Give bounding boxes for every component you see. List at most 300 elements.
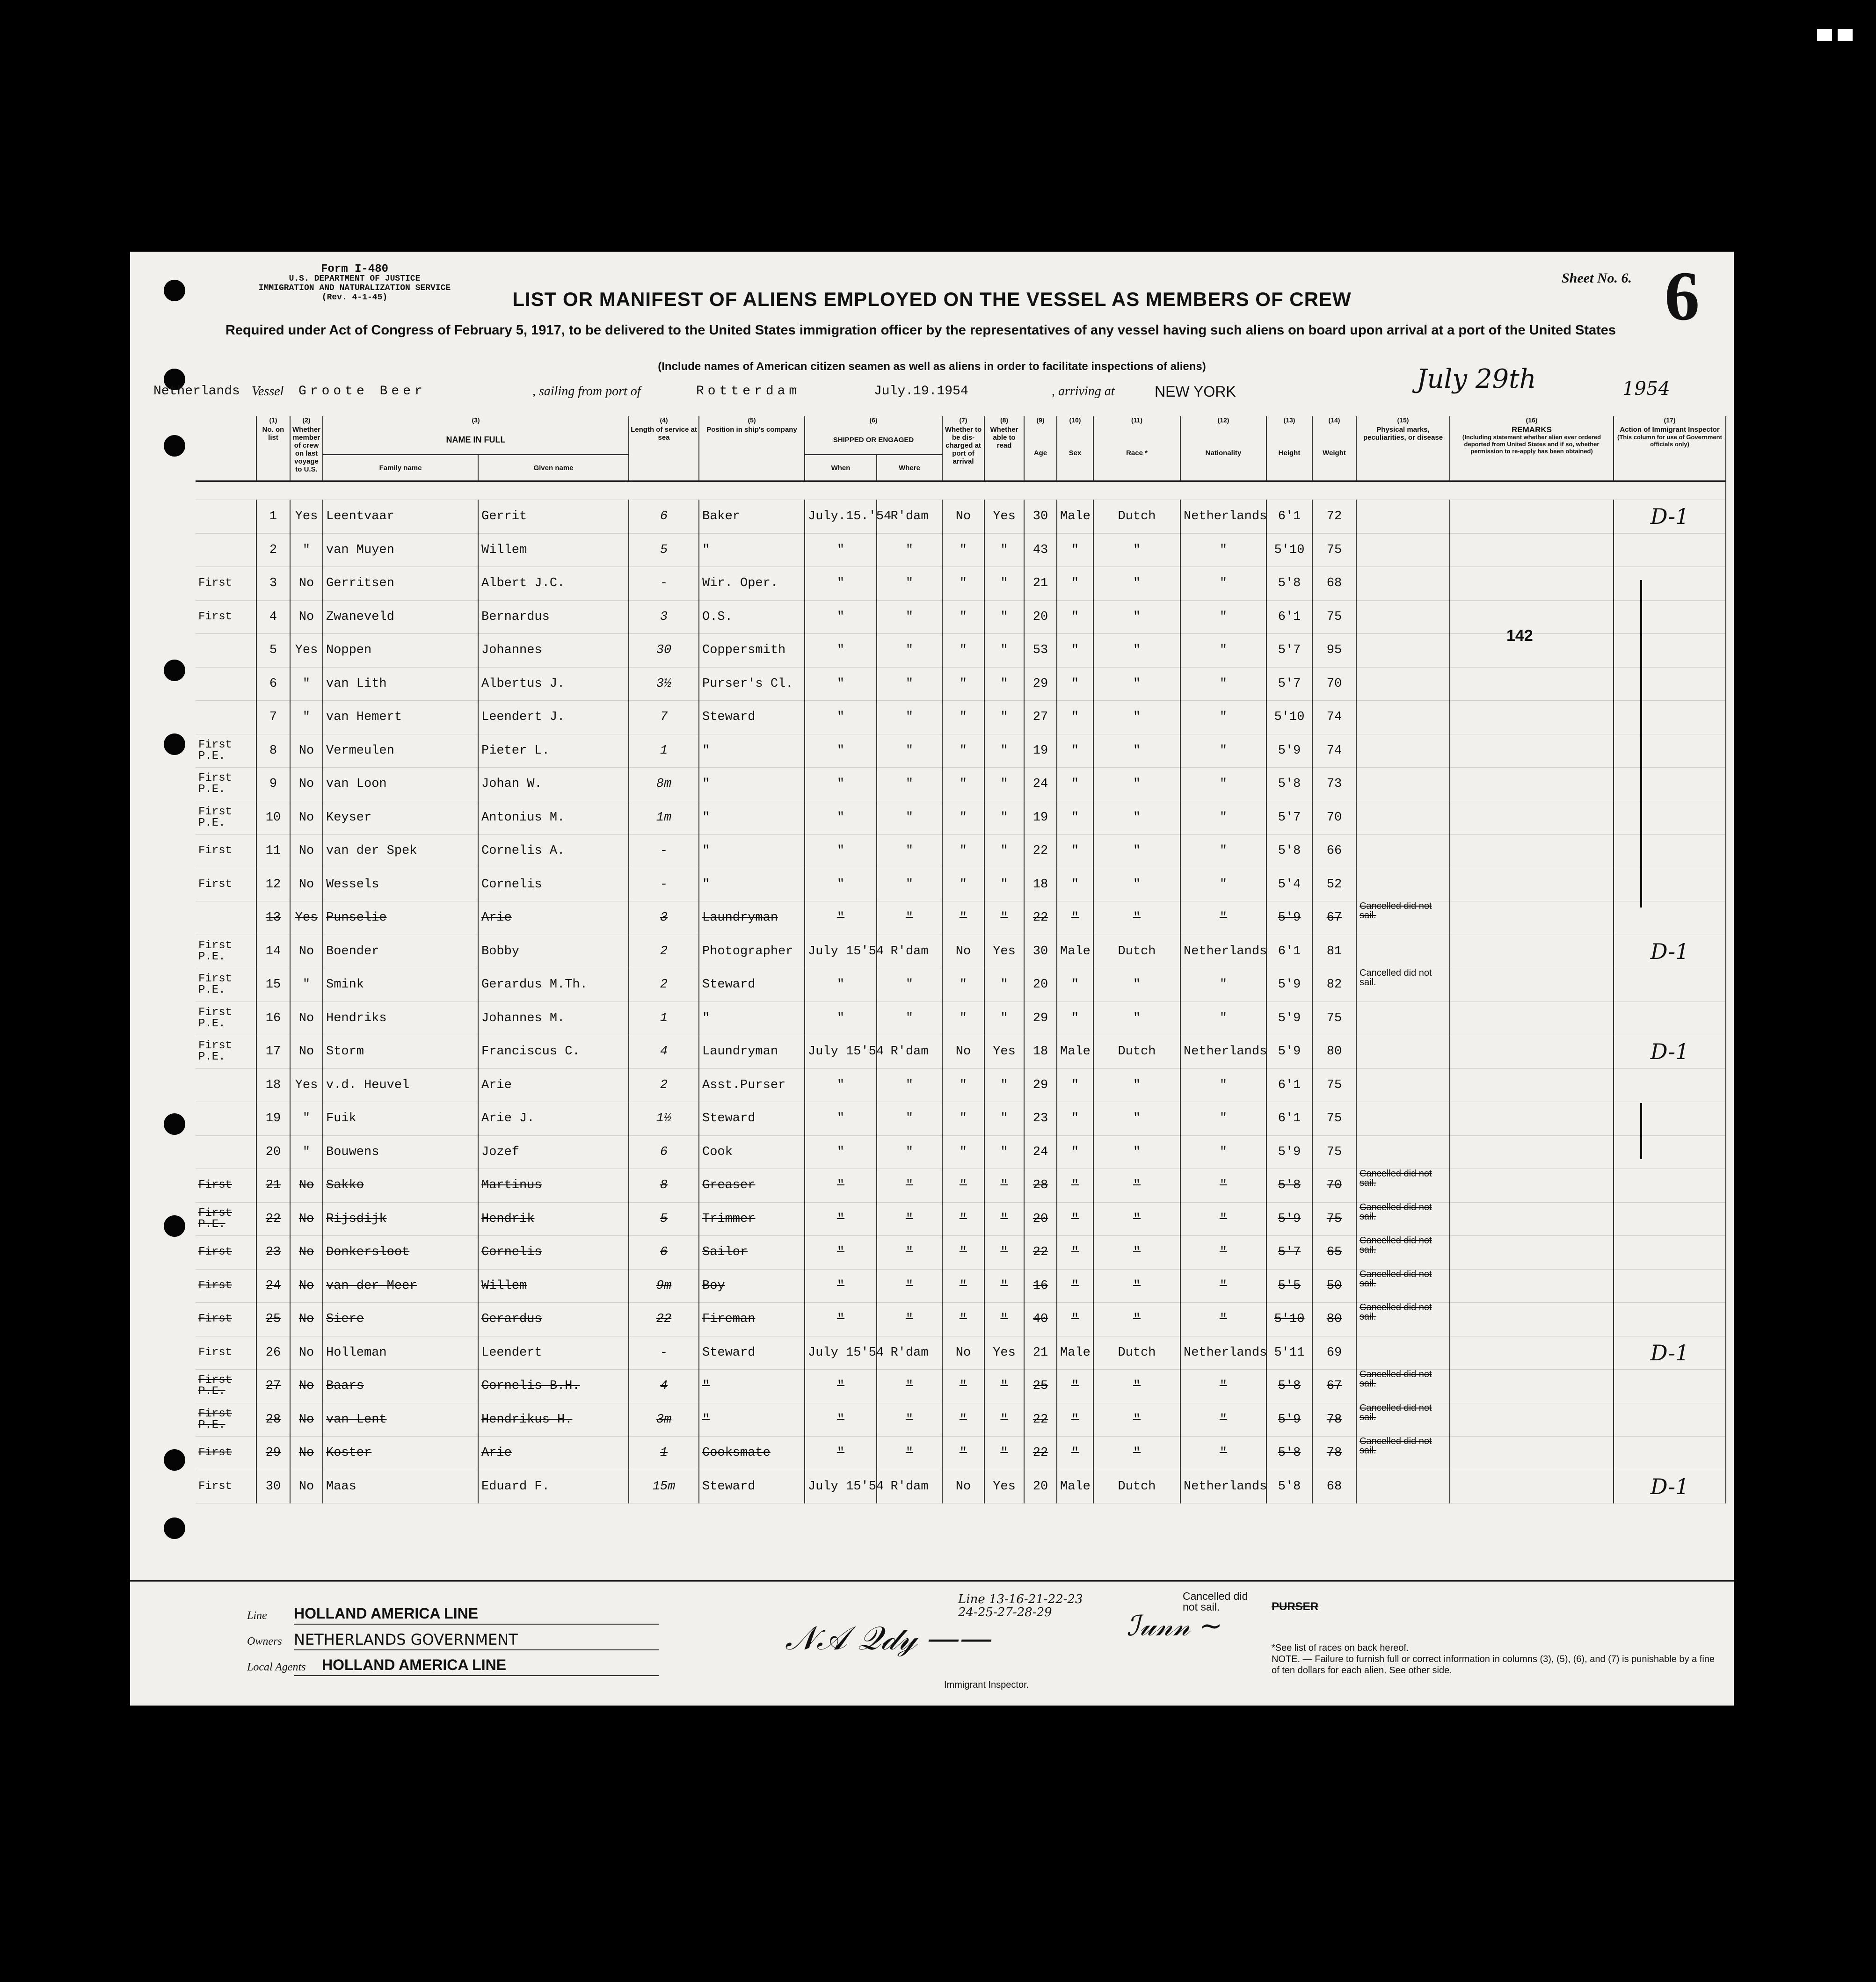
given-name: Gerrit	[478, 500, 629, 534]
shipped-where: "	[877, 801, 942, 835]
table-row	[196, 634, 1726, 668]
left-margin-note: First	[196, 1236, 256, 1270]
left-margin-note	[196, 1068, 256, 1102]
table-row	[196, 1035, 1726, 1069]
given-name: Johan W.	[478, 768, 629, 801]
discharged: "	[942, 1269, 984, 1303]
underline	[294, 1624, 659, 1625]
age: 21	[1024, 567, 1057, 601]
family-name: Noppen	[323, 634, 478, 668]
list-number: 26	[256, 1336, 290, 1370]
height: 5'7	[1266, 634, 1312, 668]
remarks-cell	[1450, 1370, 1614, 1403]
col-num: (4)	[629, 416, 699, 426]
family-name: Koster	[323, 1437, 478, 1470]
sex: "	[1057, 1403, 1093, 1437]
shipped-where: "	[877, 1303, 942, 1336]
weight: 70	[1312, 801, 1356, 835]
race: "	[1093, 1236, 1180, 1270]
position: "	[699, 1403, 805, 1437]
header-race: Race *	[1093, 426, 1180, 481]
sex: "	[1057, 634, 1093, 668]
col-num: (12)	[1180, 416, 1266, 426]
position: Steward	[699, 1470, 805, 1503]
shipped-where: R'dam	[877, 1336, 942, 1370]
age: 22	[1024, 901, 1057, 935]
arriving-label: , arriving at	[1052, 384, 1115, 399]
shipped-when: "	[805, 901, 877, 935]
shipped-when: "	[805, 1102, 877, 1136]
sex: Male	[1057, 935, 1093, 968]
inspector-action	[1614, 1002, 1726, 1035]
shipped-when: "	[805, 835, 877, 868]
member-last-voyage: "	[290, 701, 323, 734]
weight: 95	[1312, 634, 1356, 668]
nationality: Netherlands	[1180, 1336, 1266, 1370]
age: 24	[1024, 768, 1057, 801]
discharged: "	[942, 567, 984, 601]
given-name: Gerardus M.Th.	[478, 968, 629, 1002]
position: Laundryman	[699, 901, 805, 935]
footer-owners	[247, 1631, 518, 1648]
sex: "	[1057, 600, 1093, 634]
discharged: "	[942, 667, 984, 701]
remarks-cell	[1450, 1002, 1614, 1035]
able-to-read: Yes	[984, 1470, 1024, 1503]
family-name: Hendriks	[323, 1002, 478, 1035]
discharged: "	[942, 1169, 984, 1203]
shipped-where: R'dam	[877, 500, 942, 534]
shipped-when: "	[805, 1068, 877, 1102]
nationality: "	[1180, 1437, 1266, 1470]
header-weight: Weight	[1312, 426, 1356, 481]
weight: 78	[1312, 1403, 1356, 1437]
physical-marks: Cancelled did not sail.	[1356, 1437, 1450, 1470]
length-of-service: 3½	[629, 667, 699, 701]
shipped-when: "	[805, 634, 877, 668]
physical-marks: Cancelled did not sail.	[1356, 968, 1450, 1002]
remarks-cell	[1450, 1035, 1614, 1069]
member-last-voyage: Yes	[290, 901, 323, 935]
inspector-action: D-1	[1614, 935, 1726, 968]
height: 5'7	[1266, 801, 1312, 835]
remarks-cell	[1450, 1303, 1614, 1336]
member-last-voyage: "	[290, 1102, 323, 1136]
given-name: Arie J.	[478, 1102, 629, 1136]
family-name: Donkersloot	[323, 1236, 478, 1270]
able-to-read: "	[984, 968, 1024, 1002]
punch-hole	[164, 1449, 185, 1471]
shipped-when: "	[805, 768, 877, 801]
inspector-action	[1614, 868, 1726, 901]
able-to-read: "	[984, 734, 1024, 768]
position: Steward	[699, 968, 805, 1002]
family-name: Zwaneveld	[323, 600, 478, 634]
nationality: "	[1180, 1202, 1266, 1236]
races-note: *See list of races on back hereof.	[1272, 1643, 1409, 1653]
position: Cooksmate	[699, 1437, 805, 1470]
shipped-where: "	[877, 1135, 942, 1169]
remarks-cell	[1450, 734, 1614, 768]
form-rev: (Rev. 4-1-45)	[321, 293, 388, 302]
table-row	[196, 1403, 1726, 1437]
arrival-date: July 29th	[1417, 364, 1536, 394]
member-last-voyage: No	[290, 1169, 323, 1203]
length-of-service: 30	[629, 634, 699, 668]
given-name: Willem	[478, 1269, 629, 1303]
length-of-service: 4	[629, 1370, 699, 1403]
left-margin-note: First	[196, 600, 256, 634]
remarks-cell	[1450, 1437, 1614, 1470]
list-number: 17	[256, 1035, 290, 1069]
length-of-service: 8	[629, 1169, 699, 1203]
member-last-voyage: No	[290, 1370, 323, 1403]
length-of-service: 6	[629, 1135, 699, 1169]
physical-marks: Cancelled did not sail.	[1356, 901, 1450, 935]
footer-line-label: Line	[247, 1610, 267, 1622]
sex: "	[1057, 968, 1093, 1002]
weight: 67	[1312, 1370, 1356, 1403]
sex: "	[1057, 567, 1093, 601]
length-of-service: 3m	[629, 1403, 699, 1437]
discharged: No	[942, 1470, 984, 1503]
list-number: 11	[256, 835, 290, 868]
nationality: "	[1180, 801, 1266, 835]
nationality: "	[1180, 901, 1266, 935]
header-length-of-service: Length of service at sea	[629, 426, 699, 481]
able-to-read: Yes	[984, 935, 1024, 968]
able-to-read: "	[984, 533, 1024, 567]
length-of-service: 1m	[629, 801, 699, 835]
race: "	[1093, 600, 1180, 634]
list-number: 8	[256, 734, 290, 768]
header-remarks-sub: (Including statement whether alien ever ordered deported from United States and if so, whether permission to re-apply has been obtained)	[1462, 434, 1601, 455]
member-last-voyage: Yes	[290, 634, 323, 668]
header-action-sub: (This column for use of Government officials only)	[1617, 434, 1722, 448]
sex: "	[1057, 1437, 1093, 1470]
list-number: 1	[256, 500, 290, 534]
col-num: (11)	[1093, 416, 1180, 426]
footer-line	[247, 1605, 479, 1622]
position: Fireman	[699, 1303, 805, 1336]
shipped-where: "	[877, 1102, 942, 1136]
list-number: 27	[256, 1370, 290, 1403]
shipped-where: R'dam	[877, 1470, 942, 1503]
race: "	[1093, 1437, 1180, 1470]
member-last-voyage: No	[290, 1470, 323, 1503]
left-margin-note: First	[196, 1437, 256, 1470]
shipped-when: "	[805, 968, 877, 1002]
length-of-service: 3	[629, 600, 699, 634]
sex: "	[1057, 667, 1093, 701]
remarks-cell	[1450, 500, 1614, 534]
position: "	[699, 1370, 805, 1403]
header-where: Where	[877, 455, 942, 481]
race: Dutch	[1093, 500, 1180, 534]
race: "	[1093, 1303, 1180, 1336]
physical-marks	[1356, 1135, 1450, 1169]
position: Sailor	[699, 1236, 805, 1270]
sex: "	[1057, 868, 1093, 901]
arrival-port: NEW YORK	[1155, 383, 1236, 400]
race: "	[1093, 1202, 1180, 1236]
member-last-voyage: "	[290, 533, 323, 567]
weight: 70	[1312, 1169, 1356, 1203]
inspector-action	[1614, 968, 1726, 1002]
remarks-cell	[1450, 835, 1614, 868]
able-to-read: "	[984, 1370, 1024, 1403]
discharged: No	[942, 1035, 984, 1069]
able-to-read: Yes	[984, 1035, 1024, 1069]
weight: 75	[1312, 600, 1356, 634]
physical-marks	[1356, 1336, 1450, 1370]
length-of-service: 15m	[629, 1470, 699, 1503]
age: 30	[1024, 500, 1057, 534]
header-nationality: Nationality	[1180, 426, 1266, 481]
family-name: v.d. Heuvel	[323, 1068, 478, 1102]
age: 18	[1024, 1035, 1057, 1069]
nationality: "	[1180, 1303, 1266, 1336]
table-row	[196, 567, 1726, 601]
nationality: "	[1180, 1269, 1266, 1303]
left-margin-note: First	[196, 835, 256, 868]
remarks-cell	[1450, 901, 1614, 935]
inspector-action	[1614, 567, 1726, 601]
shipped-when: July 15'54	[805, 1035, 877, 1069]
list-number: 3	[256, 567, 290, 601]
given-name: Willem	[478, 533, 629, 567]
col-num: (17)	[1614, 416, 1726, 426]
height: 5'7	[1266, 1236, 1312, 1270]
list-number: 22	[256, 1202, 290, 1236]
weight: 82	[1312, 968, 1356, 1002]
age: 30	[1024, 935, 1057, 968]
list-number: 12	[256, 868, 290, 901]
family-name: van Loon	[323, 768, 478, 801]
remarks-cell	[1450, 801, 1614, 835]
length-of-service: 4	[629, 1035, 699, 1069]
footer-notes	[1272, 1642, 1721, 1676]
footer-agents	[247, 1656, 507, 1674]
length-of-service: 22	[629, 1303, 699, 1336]
left-margin-note: First P.E.	[196, 768, 256, 801]
height: 5'8	[1266, 835, 1312, 868]
given-name: Leendert	[478, 1336, 629, 1370]
physical-marks: Cancelled did not sail.	[1356, 1303, 1450, 1336]
list-number: 18	[256, 1068, 290, 1102]
weight: 68	[1312, 1470, 1356, 1503]
list-number: 2	[256, 533, 290, 567]
inspector-signature-icon: 𝒩𝒜 𝒬𝒹𝓎 ——	[785, 1619, 993, 1657]
height: 5'9	[1266, 1135, 1312, 1169]
weight: 50	[1312, 1269, 1356, 1303]
race: Dutch	[1093, 1336, 1180, 1370]
table-row	[196, 835, 1726, 868]
discharged: "	[942, 1002, 984, 1035]
remarks-cell	[1450, 768, 1614, 801]
able-to-read: "	[984, 901, 1024, 935]
age: 20	[1024, 600, 1057, 634]
remarks-cell	[1450, 1336, 1614, 1370]
shipped-where: "	[877, 901, 942, 935]
inspector-label: Immigrant Inspector.	[944, 1680, 1029, 1690]
position: Photographer	[699, 935, 805, 968]
position: "	[699, 1002, 805, 1035]
col-num: (14)	[1312, 416, 1356, 426]
race: Dutch	[1093, 1470, 1180, 1503]
race: "	[1093, 533, 1180, 567]
member-last-voyage: "	[290, 1135, 323, 1169]
given-name: Arie	[478, 901, 629, 935]
remarks-cell	[1450, 701, 1614, 734]
physical-marks: Cancelled did not sail.	[1356, 1403, 1450, 1437]
physical-marks: Cancelled did not sail.	[1356, 1169, 1450, 1203]
col-num: (2)	[290, 416, 323, 426]
remarks-cell	[1450, 1403, 1614, 1437]
able-to-read: "	[984, 1002, 1024, 1035]
able-to-read: "	[984, 1068, 1024, 1102]
arrival-year: 1954	[1622, 378, 1670, 399]
table-row	[196, 667, 1726, 701]
shipped-where: "	[877, 634, 942, 668]
left-margin-note: First	[196, 1470, 256, 1503]
sex: "	[1057, 1135, 1093, 1169]
shipped-where: "	[877, 667, 942, 701]
shipped-where: "	[877, 1068, 942, 1102]
manifest-page	[130, 252, 1734, 1706]
inspector-action	[1614, 1102, 1726, 1136]
weight: 65	[1312, 1236, 1356, 1270]
position: Greaser	[699, 1169, 805, 1203]
shipped-when: July 15'54	[805, 935, 877, 968]
age: 29	[1024, 1068, 1057, 1102]
height: 6'1	[1266, 500, 1312, 534]
sex: "	[1057, 1202, 1093, 1236]
weight: 70	[1312, 667, 1356, 701]
length-of-service: 8m	[629, 768, 699, 801]
able-to-read: Yes	[984, 1336, 1024, 1370]
footer-owners-label: Owners	[247, 1635, 282, 1648]
table-row	[196, 600, 1726, 634]
position: Coppersmith	[699, 634, 805, 668]
given-name: Gerardus	[478, 1303, 629, 1336]
family-name: Smink	[323, 968, 478, 1002]
given-name: Franciscus C.	[478, 1035, 629, 1069]
left-margin-note: First P.E.	[196, 1002, 256, 1035]
height: 5'4	[1266, 868, 1312, 901]
inspector-action	[1614, 1202, 1726, 1236]
list-number: 23	[256, 1236, 290, 1270]
header-family-name: Family name	[323, 455, 478, 481]
inspector-action	[1614, 533, 1726, 567]
list-number: 14	[256, 935, 290, 968]
height: 5'10	[1266, 1303, 1312, 1336]
member-last-voyage: No	[290, 835, 323, 868]
height: 5'10	[1266, 533, 1312, 567]
nationality: "	[1180, 533, 1266, 567]
shipped-when: "	[805, 533, 877, 567]
shipped-where: "	[877, 600, 942, 634]
given-name: Bernardus	[478, 600, 629, 634]
member-last-voyage: No	[290, 1035, 323, 1069]
race: "	[1093, 901, 1180, 935]
inspector-action	[1614, 768, 1726, 801]
list-number: 20	[256, 1135, 290, 1169]
given-name: Leendert J.	[478, 701, 629, 734]
inspector-action	[1614, 701, 1726, 734]
header-remarks-title: REMARKS	[1512, 425, 1552, 434]
race: "	[1093, 634, 1180, 668]
remarks-cell	[1450, 667, 1614, 701]
form-service: IMMIGRATION AND NATURALIZATION SERVICE	[258, 283, 451, 293]
able-to-read: "	[984, 801, 1024, 835]
member-last-voyage: "	[290, 667, 323, 701]
discharged: "	[942, 901, 984, 935]
length-of-service: 1	[629, 1002, 699, 1035]
punch-hole	[164, 1215, 185, 1237]
race: "	[1093, 1068, 1180, 1102]
inspector-action	[1614, 667, 1726, 701]
shipped-when: "	[805, 1169, 877, 1203]
length-of-service: -	[629, 868, 699, 901]
col-num: (3)	[323, 416, 629, 426]
nationality: "	[1180, 1068, 1266, 1102]
punch-hole	[164, 733, 185, 755]
position: "	[699, 734, 805, 768]
member-last-voyage: "	[290, 968, 323, 1002]
table-row	[196, 500, 1726, 534]
family-name: Rijsdijk	[323, 1202, 478, 1236]
discharged: "	[942, 868, 984, 901]
punch-hole	[164, 660, 185, 681]
sex: "	[1057, 1269, 1093, 1303]
nationality: "	[1180, 634, 1266, 668]
shipped-when: July.15.'54	[805, 500, 877, 534]
shipped-where: R'dam	[877, 935, 942, 968]
inspector-action	[1614, 901, 1726, 935]
sailing-port: Rotterdam	[696, 384, 801, 399]
weight: 69	[1312, 1336, 1356, 1370]
shipped-when: "	[805, 1437, 877, 1470]
col-num: (13)	[1266, 416, 1312, 426]
position: "	[699, 868, 805, 901]
shipped-when: "	[805, 1236, 877, 1270]
weight: 75	[1312, 1102, 1356, 1136]
physical-marks	[1356, 1470, 1450, 1503]
vessel-label: Vessel	[252, 384, 284, 399]
given-name: Johannes	[478, 634, 629, 668]
position: "	[699, 533, 805, 567]
discharged: "	[942, 1403, 984, 1437]
shipped-when: "	[805, 1002, 877, 1035]
position: Laundryman	[699, 1035, 805, 1069]
shipped-when: "	[805, 667, 877, 701]
left-margin-note	[196, 701, 256, 734]
left-margin-note	[196, 634, 256, 668]
flag: Netherlands	[153, 384, 240, 399]
weight: 81	[1312, 935, 1356, 968]
header-position: Position in ship's company	[699, 426, 805, 481]
list-number: 25	[256, 1303, 290, 1336]
shipped-where: "	[877, 768, 942, 801]
discharged: No	[942, 935, 984, 968]
page-title: LIST OR MANIFEST OF ALIENS EMPLOYED ON THE VESSEL AS MEMBERS OF CREW	[512, 288, 1352, 310]
footer-cancel-note: Cancelled did not sail.	[1183, 1590, 1248, 1613]
family-name: Vermeulen	[323, 734, 478, 768]
table-row	[196, 1470, 1726, 1503]
remarks-cell	[1450, 1169, 1614, 1203]
remarks-cell	[1450, 1102, 1614, 1136]
